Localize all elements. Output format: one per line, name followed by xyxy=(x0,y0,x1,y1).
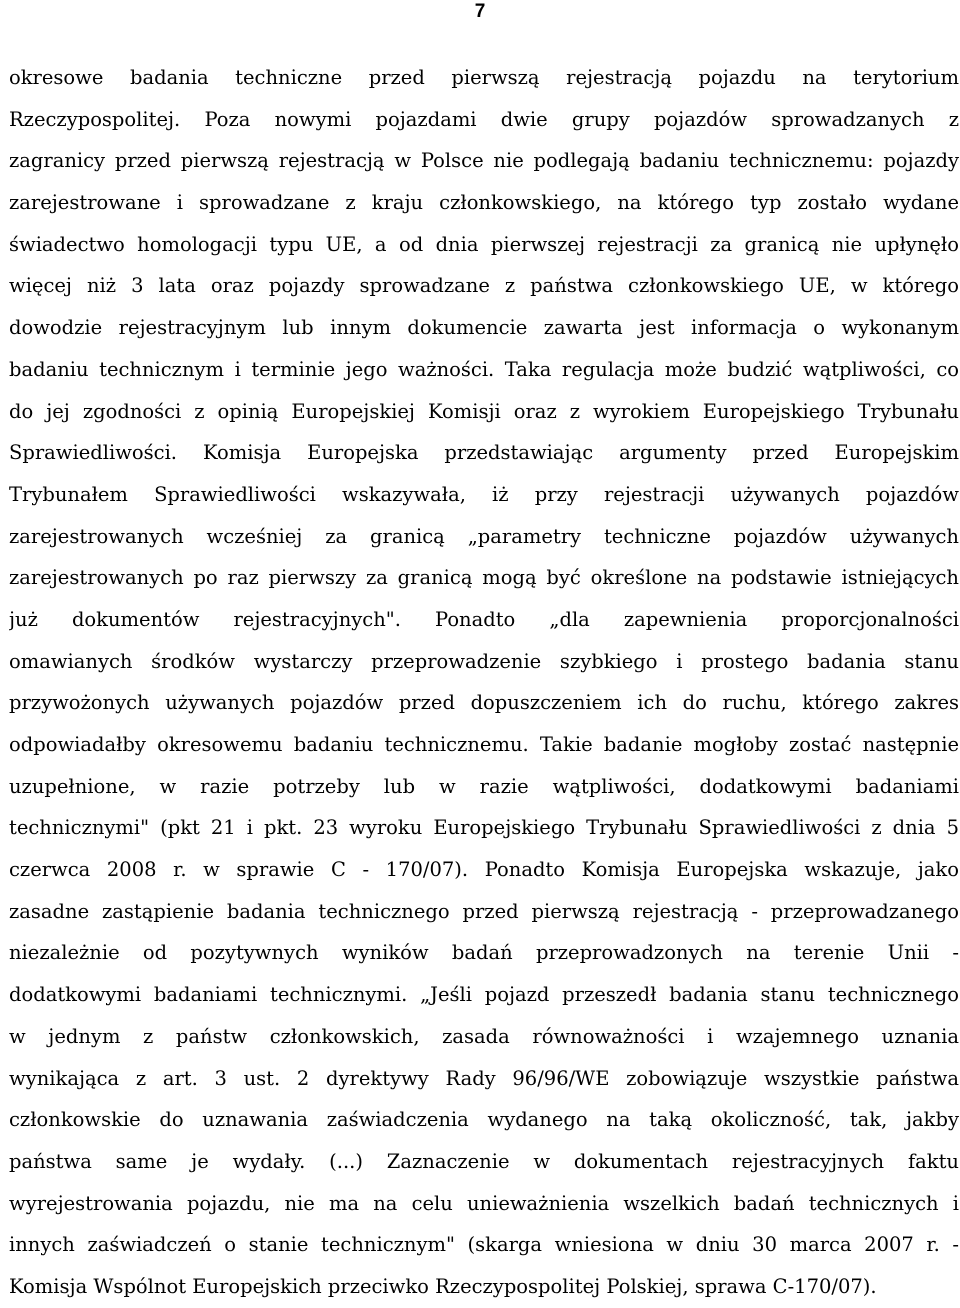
text-line: innych zaświadczeń o stanie technicznym" (skarga wniesiona w dniu 30 marca 2007 r. - xyxy=(9,1233,959,1257)
text-line: już dokumentów rejestracyjnych". Ponadto „dla zapewnienia proporcjonalności xyxy=(9,607,959,631)
text-line: czerwca 2008 r. w sprawie C - 170/07). Ponadto Komisja Europejska wskazuje, jako xyxy=(9,858,959,882)
page-number: 7 xyxy=(474,1,486,22)
text-line: Trybunałem Sprawiedliwości wskazywała, iż przy rejestracji używanych pojazdów xyxy=(9,482,959,506)
text-line: niezależnie od pozytywnych wyników badań przeprowadzonych na terenie Unii - xyxy=(9,941,959,965)
text-line: państwa same je wydały. (...) Zaznaczenie w dokumentach rejestracyjnych faktu xyxy=(9,1149,959,1173)
text-line: więcej niż 3 lata oraz pojazdy sprowadzane z państwa członkowskiego UE, w którego xyxy=(9,274,959,298)
text-line: przywożonych używanych pojazdów przed dopuszczeniem ich do ruchu, którego zakres xyxy=(9,691,959,715)
text-line: wyrejestrowania pojazdu, nie ma na celu unieważnienia wszelkich badań technicznych i xyxy=(9,1191,959,1215)
text-line: Komisja Wspólnot Europejskich przeciwko Rzeczypospolitej Polskiej, sprawa C-170/07). xyxy=(9,1274,877,1298)
text-line: zarejestrowanych po raz pierwszy za granicą mogą być określone na podstawie istniejących xyxy=(9,566,959,590)
text-line: dowodzie rejestracyjnym lub innym dokumencie zawarta jest informacja o wykonanym xyxy=(9,316,959,340)
text-line: badaniu technicznym i terminie jego ważności. Taka regulacja może budzić wątpliwości, co xyxy=(9,357,959,381)
text-line: zagranicy przed pierwszą rejestracją w Polsce nie podlegają badaniu technicznemu: pojazdy xyxy=(9,149,959,173)
text-line: dodatkowymi badaniami technicznymi. „Jeśli pojazd przeszedł badania stanu technicznego xyxy=(9,983,959,1007)
body-paragraph xyxy=(9,57,959,1308)
text-line: zarejestrowane i sprowadzane z kraju członkowskiego, na którego typ zostało wydane xyxy=(9,191,959,215)
text-line: w jednym z państw członkowskich, zasada równoważności i wzajemnego uznania xyxy=(9,1024,959,1048)
text-line: Rzeczypospolitej. Poza nowymi pojazdami dwie grupy pojazdów sprowadzanych z xyxy=(9,107,959,131)
text-line: zasadne zastąpienie badania technicznego przed pierwszą rejestracją - przeprowadzanego xyxy=(9,899,959,923)
text-line: członkowskie do uznawania zaświadczenia wydanego na taką okoliczność, tak, jakby xyxy=(9,1108,959,1132)
text-line: do jej zgodności z opinią Europejskiej Komisji oraz z wyrokiem Europejskiego Trybunału xyxy=(9,399,959,423)
text-line: świadectwo homologacji typu UE, a od dnia pierwszej rejestracji za granicą nie upłynęło xyxy=(9,232,959,256)
text-line: uzupełnione, w razie potrzeby lub w razie wątpliwości, dodatkowymi badaniami xyxy=(9,774,959,798)
text-line: okresowe badania techniczne przed pierwszą rejestracją pojazdu na terytorium xyxy=(9,66,959,89)
text-line: omawianych środków wystarczy przeprowadzenie szybkiego i prostego badania stanu xyxy=(9,649,959,673)
text-line: odpowiadałby okresowemu badaniu technicznemu. Takie badanie mogłoby zostać następnie xyxy=(9,733,959,756)
text-line: wynikająca z art. 3 ust. 2 dyrektywy Rady 96/96/WE zobowiązuje wszystkie państwa xyxy=(9,1066,959,1090)
text-line: technicznymi" (pkt 21 i pkt. 23 wyroku Europejskiego Trybunału Sprawiedliwości z dnia 5 xyxy=(9,816,959,840)
text-line: zarejestrowanych wcześniej za granicą „parametry techniczne pojazdów używanych xyxy=(9,524,959,548)
text-line: Sprawiedliwości. Komisja Europejska przedstawiając argumenty przed Europejskim xyxy=(9,441,959,465)
